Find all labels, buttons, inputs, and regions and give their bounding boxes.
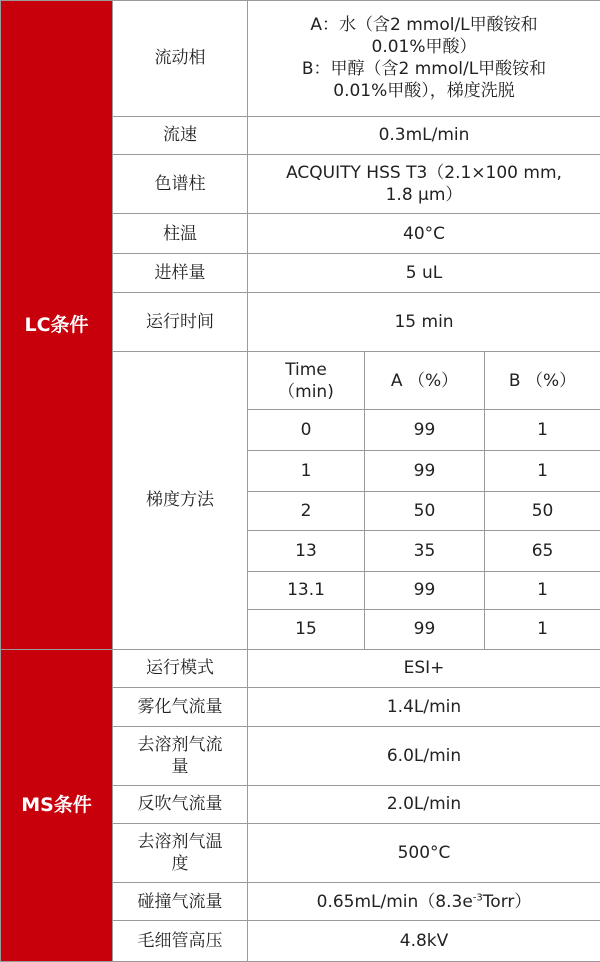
gradient-header-time-line: Time — [285, 359, 327, 380]
column-label: 色谱柱 — [113, 155, 248, 214]
injection-volume-value: 5 uL — [248, 254, 600, 293]
desolvation-gas-label-line: 去溶剂气流 — [137, 734, 223, 755]
column-line: ACQUITY HSS T3（2.1×100 mm, — [286, 162, 562, 183]
row-mobile-phase — [1, 1, 600, 117]
gradient-label: 梯度方法 — [113, 351, 248, 649]
capillary-voltage-value: 4.8kV — [248, 921, 600, 962]
gradient-b-cell: 1 — [485, 451, 600, 492]
gradient-b-cell: 50 — [485, 491, 600, 531]
desolvation-gas-label — [113, 726, 248, 785]
collision-gas-label: 碰撞气流量 — [113, 882, 248, 921]
gradient-time-cell: 13 — [248, 531, 365, 572]
collision-gas-value — [248, 882, 600, 921]
gradient-time-cell: 2 — [248, 491, 365, 531]
mobile-phase-label: 流动相 — [113, 1, 248, 117]
row-run-mode — [1, 649, 600, 688]
column-temp-label: 柱温 — [113, 213, 248, 254]
run-time-value: 15 min — [248, 292, 600, 351]
desolvation-gas-value: 6.0L/min — [248, 726, 600, 785]
run-mode-label: 运行模式 — [113, 649, 248, 688]
run-mode-value: ESI+ — [248, 649, 600, 688]
nebulizer-gas-value: 1.4L/min — [248, 688, 600, 727]
gradient-b-cell: 1 — [485, 610, 600, 650]
lc-section-title: LC条件 — [1, 1, 113, 650]
column-value — [248, 155, 600, 214]
gradient-b-cell: 65 — [485, 531, 600, 572]
gradient-b-cell: 1 — [485, 410, 600, 451]
desolvation-temp-label — [113, 824, 248, 883]
column-line: 1.8 µm） — [385, 184, 463, 205]
cone-gas-label: 反吹气流量 — [113, 785, 248, 824]
gradient-header-b: B （%） — [485, 351, 600, 410]
ms-section-title: MS条件 — [1, 649, 113, 961]
gradient-a-cell: 35 — [365, 531, 485, 572]
gradient-header-time-line: （min) — [278, 381, 334, 402]
gradient-a-cell: 99 — [365, 610, 485, 650]
flow-rate-value: 0.3mL/min — [248, 116, 600, 155]
gradient-time-cell: 13.1 — [248, 571, 365, 610]
column-temp-value: 40°C — [248, 213, 600, 254]
gradient-a-cell: 99 — [365, 410, 485, 451]
gradient-time-cell: 0 — [248, 410, 365, 451]
desolvation-temp-label-line: 去溶剂气温 — [137, 831, 223, 852]
desolvation-gas-label-line: 量 — [171, 756, 189, 777]
mobile-phase-line: 0.01%甲酸），梯度洗脱 — [333, 81, 515, 102]
nebulizer-gas-label: 雾化气流量 — [113, 688, 248, 727]
mobile-phase-value — [248, 1, 600, 117]
run-time-label: 运行时间 — [113, 292, 248, 351]
gradient-header-a: A （%） — [365, 351, 485, 410]
gradient-time-cell: 15 — [248, 610, 365, 650]
capillary-voltage-label: 毛细管高压 — [113, 921, 248, 962]
cone-gas-value: 2.0L/min — [248, 785, 600, 824]
mobile-phase-line: 0.01%甲酸） — [371, 37, 477, 58]
gradient-b-cell: 1 — [485, 571, 600, 610]
collision-gas-value-main: 0.65mL/min（8.3e — [316, 891, 473, 912]
mobile-phase-line: B：甲醇（含2 mmol/L甲酸铵和 — [301, 59, 547, 80]
mobile-phase-line: A：水（含2 mmol/L甲酸铵和 — [310, 15, 538, 36]
gradient-header-time — [248, 351, 365, 410]
desolvation-temp-value: 500°C — [248, 824, 600, 883]
gradient-a-cell: 50 — [365, 491, 485, 531]
desolvation-temp-label-line: 度 — [171, 853, 189, 874]
flow-rate-label: 流速 — [113, 116, 248, 155]
collision-gas-exponent: -3 — [472, 891, 483, 903]
gradient-a-cell: 99 — [365, 571, 485, 610]
gradient-time-cell: 1 — [248, 451, 365, 492]
collision-gas-value-tail: Torr） — [482, 891, 532, 912]
injection-volume-label: 进样量 — [113, 254, 248, 293]
gradient-a-cell: 99 — [365, 451, 485, 492]
